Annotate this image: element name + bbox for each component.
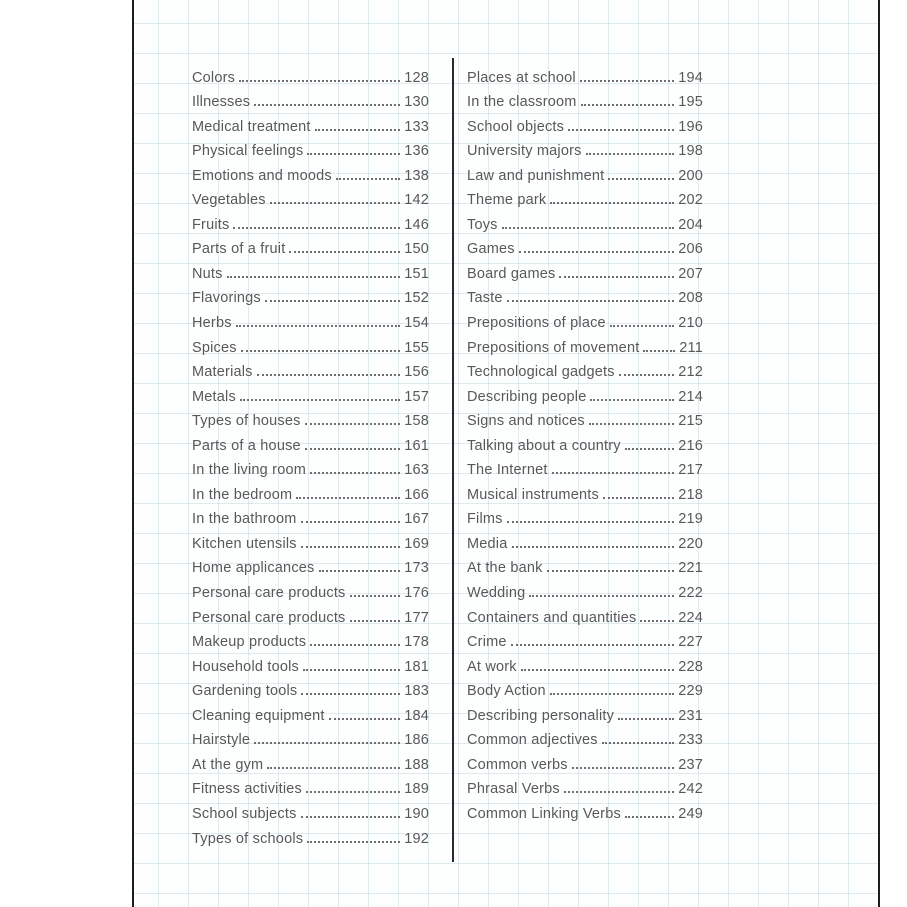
toc-entry-page: 228 [678, 658, 703, 675]
dot-leader [307, 841, 400, 843]
toc-entry-title: Technological gadgets [467, 364, 615, 381]
dot-leader [521, 669, 674, 671]
toc-entry [192, 627, 429, 652]
toc-entry-title: Musical instruments [467, 486, 599, 503]
dot-leader [547, 570, 675, 572]
dot-leader [301, 521, 401, 523]
toc-entry [467, 627, 703, 652]
toc-entry [192, 332, 429, 357]
toc-entry-title: University majors [467, 143, 582, 160]
notebook-grid [132, 0, 880, 907]
dot-leader [303, 669, 400, 671]
dot-leader [511, 644, 675, 646]
toc-entry-page: 214 [678, 388, 703, 405]
toc-entry-page: 169 [404, 535, 429, 552]
toc-entry-page: 138 [404, 167, 429, 184]
toc-entry [192, 258, 429, 283]
toc-entry-title: Flavorings [192, 290, 261, 307]
toc-entry [467, 381, 703, 406]
toc-entry-title: Physical feelings [192, 143, 304, 160]
toc-entry-title: In the bathroom [192, 511, 297, 528]
toc-entry [467, 676, 703, 701]
toc-entry [192, 455, 429, 480]
toc-entry-page: 176 [404, 585, 429, 602]
toc-entry [192, 700, 429, 725]
toc-column-right [467, 62, 703, 823]
toc-entry [467, 62, 703, 87]
toc-entry [467, 87, 703, 112]
toc-entry-title: Board games [467, 265, 556, 282]
toc-entry-page: 212 [678, 364, 703, 381]
toc-entry-title: Signs and notices [467, 413, 585, 430]
toc-entry-title: Fitness activities [192, 781, 302, 798]
toc-entry [467, 455, 703, 480]
toc-entry [192, 357, 429, 382]
toc-entry-page: 196 [678, 118, 703, 135]
toc-entry-title: Vegetables [192, 192, 266, 209]
toc-entry [192, 209, 429, 234]
toc-entry-page: 158 [404, 413, 429, 430]
toc-column-left [192, 62, 429, 848]
toc-entry [192, 823, 429, 848]
toc-entry [192, 602, 429, 627]
dot-leader [301, 693, 400, 695]
dot-leader [227, 276, 401, 278]
toc-entry-page: 150 [404, 241, 429, 258]
toc-entry-page: 166 [404, 486, 429, 503]
toc-entry-title: Nuts [192, 265, 223, 282]
toc-entry [467, 406, 703, 431]
toc-entry-page: 133 [404, 118, 429, 135]
toc-entry-page: 195 [678, 94, 703, 111]
toc-entry-page: 227 [678, 634, 703, 651]
toc-entry-title: Fruits [192, 216, 230, 233]
toc-entry-title: In the living room [192, 462, 307, 479]
toc-entry-title: Emotions and moods [192, 167, 332, 184]
toc-entry [467, 504, 703, 529]
dot-leader [610, 325, 674, 327]
toc-entry-page: 177 [404, 609, 429, 626]
dot-leader [618, 718, 674, 720]
toc-entry-title: In the classroom [467, 94, 577, 111]
toc-entry-page: 192 [404, 830, 429, 847]
toc-entry-page: 211 [679, 339, 703, 356]
toc-entry-title: Phrasal Verbs [467, 781, 560, 798]
toc-entry [192, 676, 429, 701]
toc-entry-title: Common Linking Verbs [467, 805, 621, 822]
toc-entry [467, 602, 703, 627]
dot-leader [512, 546, 675, 548]
toc-entry-page: 224 [678, 609, 703, 626]
toc-entry [192, 234, 429, 259]
dot-leader [580, 80, 674, 82]
toc-entry [467, 430, 703, 455]
toc-entry-page: 181 [404, 658, 429, 675]
dot-leader [507, 521, 675, 523]
toc-entry-title: School objects [467, 118, 565, 135]
toc-entry-title: Household tools [192, 658, 299, 675]
dot-leader [239, 80, 400, 82]
toc-entry [467, 774, 703, 799]
toc-entry-page: 219 [678, 511, 703, 528]
dot-leader [306, 791, 400, 793]
dot-leader [241, 350, 400, 352]
toc-entry-page: 155 [404, 339, 429, 356]
toc-entry-page: 190 [404, 805, 429, 822]
toc-entry-page: 142 [404, 192, 429, 209]
toc-entry-title: Materials [192, 364, 253, 381]
toc-entry-page: 189 [404, 781, 429, 798]
toc-entry-page: 186 [404, 732, 429, 749]
toc-entry-page: 210 [678, 315, 703, 332]
toc-entry [467, 749, 703, 774]
toc-entry-page: 222 [678, 585, 703, 602]
dot-leader [552, 472, 675, 474]
dot-leader [310, 644, 400, 646]
toc-entry-title: Types of schools [192, 830, 304, 847]
toc-entry [467, 332, 703, 357]
toc-entry-title: Describing people [467, 388, 587, 405]
toc-entry-page: 217 [678, 462, 703, 479]
dot-leader [643, 350, 675, 352]
toc-entry [192, 160, 429, 185]
toc-entry [192, 87, 429, 112]
toc-entry-title: At the gym [192, 756, 264, 773]
toc-entry-page: 146 [404, 216, 429, 233]
toc-entry [192, 307, 429, 332]
toc-entry [192, 577, 429, 602]
toc-entry-title: Cleaning equipment [192, 707, 325, 724]
toc-entry-page: 220 [678, 535, 703, 552]
toc-entry-page: 202 [678, 192, 703, 209]
toc-entry [192, 62, 429, 87]
toc-entry [467, 209, 703, 234]
toc-entry-title: Personal care products [192, 609, 346, 626]
toc-entry-page: 218 [678, 486, 703, 503]
toc-entry-title: Containers and quantities [467, 609, 637, 626]
toc-entry-page: 194 [678, 69, 703, 86]
toc-entry-page: 208 [678, 290, 703, 307]
toc-entry [467, 528, 703, 553]
toc-entry-title: At the bank [467, 560, 543, 577]
toc-entry [467, 798, 703, 823]
toc-entry-page: 163 [404, 462, 429, 479]
dot-leader [572, 767, 674, 769]
toc-entry-title: Games [467, 241, 515, 258]
dot-leader [625, 448, 674, 450]
toc-entry [467, 258, 703, 283]
toc-entry-page: 130 [404, 94, 429, 111]
toc-entry [467, 725, 703, 750]
toc-entry [192, 725, 429, 750]
toc-entry-page: 233 [678, 732, 703, 749]
dot-leader [350, 595, 401, 597]
toc-entry-page: 157 [404, 388, 429, 405]
toc-entry-title: Spices [192, 339, 237, 356]
dot-leader [310, 472, 400, 474]
toc-entry-title: Home applicances [192, 560, 315, 577]
dot-leader [296, 497, 400, 499]
toc-entry [467, 357, 703, 382]
toc-entry [467, 234, 703, 259]
dot-leader [336, 178, 400, 180]
toc-entry-title: In the bedroom [192, 486, 293, 503]
dot-leader [254, 742, 400, 744]
toc-entry-title: Theme park [467, 192, 547, 209]
toc-entry [192, 774, 429, 799]
toc-entry-title: Body Action [467, 683, 546, 700]
toc-entry [467, 553, 703, 578]
column-divider [452, 58, 454, 862]
dot-leader [257, 374, 401, 376]
toc-entry-page: 204 [678, 216, 703, 233]
dot-leader [603, 497, 674, 499]
toc-entry [467, 185, 703, 210]
dot-leader [315, 129, 401, 131]
dot-leader [233, 227, 400, 229]
dot-leader [568, 129, 674, 131]
dot-leader [305, 448, 400, 450]
dot-leader [265, 300, 400, 302]
dot-leader [507, 300, 675, 302]
dot-leader [564, 791, 674, 793]
toc-entry-page: 216 [678, 437, 703, 454]
toc-entry-page: 200 [678, 167, 703, 184]
toc-entry-title: Describing personality [467, 707, 615, 724]
dot-leader [529, 595, 674, 597]
toc-entry [192, 283, 429, 308]
toc-entry-page: 229 [678, 683, 703, 700]
toc-entry-title: Kitchen utensils [192, 535, 297, 552]
toc-entry [192, 749, 429, 774]
dot-leader [581, 104, 675, 106]
toc-entry [192, 798, 429, 823]
dot-leader [329, 718, 401, 720]
dot-leader [301, 546, 400, 548]
dot-leader [519, 251, 674, 253]
toc-entry-page: 152 [404, 290, 429, 307]
toc-entry-title: Media [467, 535, 508, 552]
toc-entry-title: Wedding [467, 585, 526, 602]
toc-entry-page: 231 [678, 707, 703, 724]
toc-entry-title: Personal care products [192, 585, 346, 602]
toc-entry [467, 136, 703, 161]
toc-entry [192, 504, 429, 529]
dot-leader [305, 423, 401, 425]
toc-entry-title: At work [467, 658, 517, 675]
dot-leader [301, 816, 401, 818]
toc-entry-page: 156 [404, 364, 429, 381]
dot-leader [590, 399, 674, 401]
toc-entry-title: Toys [467, 216, 498, 233]
dot-leader [254, 104, 400, 106]
dot-leader [586, 153, 675, 155]
toc-entry [467, 577, 703, 602]
toc-entry-title: Films [467, 511, 503, 528]
toc-entry [467, 700, 703, 725]
toc-entry [192, 430, 429, 455]
toc-entry [192, 651, 429, 676]
toc-entry-page: 167 [404, 511, 429, 528]
toc-entry-title: Prepositions of place [467, 315, 606, 332]
dot-leader [589, 423, 674, 425]
toc-entry-title: School subjects [192, 805, 297, 822]
toc-entry [192, 136, 429, 161]
toc-entry-title: Common adjectives [467, 732, 598, 749]
toc-entry-title: Gardening tools [192, 683, 298, 700]
toc-entry-title: Talking about a country [467, 437, 621, 454]
toc-entry [467, 307, 703, 332]
toc-entry [192, 553, 429, 578]
dot-leader [619, 374, 675, 376]
toc-entry-page: 184 [404, 707, 429, 724]
dot-leader [559, 276, 674, 278]
toc-entry [467, 479, 703, 504]
toc-entry-page: 178 [404, 634, 429, 651]
toc-entry [467, 651, 703, 676]
dot-leader [502, 227, 675, 229]
toc-entry-page: 249 [678, 805, 703, 822]
dot-leader [625, 816, 674, 818]
dot-leader [240, 399, 400, 401]
dot-leader [608, 178, 674, 180]
toc-entry-title: Crime [467, 634, 507, 651]
toc-entry-page: 206 [678, 241, 703, 258]
toc-entry-title: The Internet [467, 462, 548, 479]
toc-entry-title: Makeup products [192, 634, 307, 651]
toc-entry [467, 283, 703, 308]
dot-leader [307, 153, 400, 155]
toc-entry-page: 198 [678, 143, 703, 160]
toc-entry [192, 381, 429, 406]
toc-entry-title: Places at school [467, 69, 576, 86]
dot-leader [319, 570, 401, 572]
toc-entry-page: 215 [678, 413, 703, 430]
toc-entry [192, 479, 429, 504]
dot-leader [236, 325, 401, 327]
toc-entry [192, 111, 429, 136]
dot-leader [640, 620, 674, 622]
toc-entry-page: 154 [404, 315, 429, 332]
toc-entry-page: 183 [404, 683, 429, 700]
dot-leader [602, 742, 674, 744]
toc-entry-title: Colors [192, 69, 236, 86]
toc-entry [192, 528, 429, 553]
toc-entry-page: 173 [404, 560, 429, 577]
toc-entry-title: Prepositions of movement [467, 339, 640, 356]
toc-entry-page: 207 [678, 265, 703, 282]
toc-entry-title: Law and punishment [467, 167, 605, 184]
dot-leader [550, 693, 674, 695]
dot-leader [350, 620, 401, 622]
dot-leader [267, 767, 400, 769]
toc-entry-title: Metals [192, 388, 236, 405]
toc-entry [192, 185, 429, 210]
toc-entry-title: Types of houses [192, 413, 301, 430]
toc-entry-title: Parts of a fruit [192, 241, 286, 258]
toc-entry-title: Parts of a house [192, 437, 301, 454]
toc-entry-page: 136 [404, 143, 429, 160]
toc-entry-page: 242 [678, 781, 703, 798]
toc-entry [192, 406, 429, 431]
toc-entry [467, 111, 703, 136]
dot-leader [550, 202, 674, 204]
toc-entry-page: 188 [404, 756, 429, 773]
toc-entry-title: Medical treatment [192, 118, 311, 135]
toc-entry-title: Illnesses [192, 94, 251, 111]
toc-entry-title: Taste [467, 290, 503, 307]
dot-leader [270, 202, 400, 204]
toc-entry-page: 151 [404, 265, 429, 282]
toc-entry-page: 161 [404, 437, 429, 454]
toc-entry-page: 128 [404, 69, 429, 86]
dot-leader [289, 251, 400, 253]
toc-entry-title: Common verbs [467, 756, 568, 773]
toc-entry-title: Herbs [192, 315, 232, 332]
toc-entry-page: 221 [678, 560, 703, 577]
toc-entry-page: 237 [678, 756, 703, 773]
toc-entry [467, 160, 703, 185]
toc-entry-title: Hairstyle [192, 732, 251, 749]
